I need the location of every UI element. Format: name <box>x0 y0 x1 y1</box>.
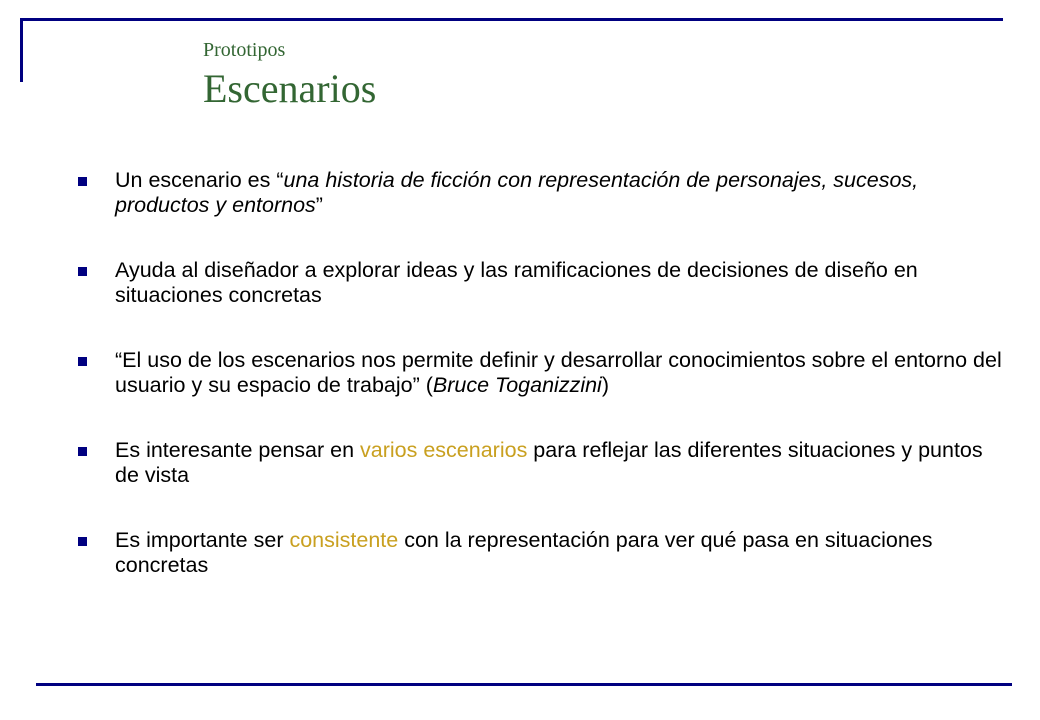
bullet-item-definition <box>76 168 1006 218</box>
square-bullet-icon <box>78 357 87 366</box>
slide-title: Escenarios <box>203 66 377 111</box>
bottom-rule <box>36 683 1012 686</box>
bullet-item-consistent <box>76 528 1006 578</box>
slide-subtitle: Prototipos <box>203 39 286 61</box>
bullet-item-various <box>76 438 1006 488</box>
square-bullet-icon <box>78 267 87 276</box>
bullet-text: para reflejar las diferentes situaciones y puntos de vista <box>115 438 983 487</box>
bullet-text: ( <box>425 373 433 397</box>
quote-author: Bruce Toganizzini <box>432 373 602 397</box>
bullet-text: Es importante ser <box>115 528 290 552</box>
bullet-text: “El uso de los escenarios nos permite definir y desarrollar conocimientos sobre el entorno del usuario y su espacio de trabajo” <box>115 348 1002 397</box>
bullet-text: ” <box>315 193 323 217</box>
bullet-text: Es interesante pensar en <box>115 438 361 462</box>
bullet-text: con la representación para ver qué pasa en situaciones concretas <box>115 528 933 577</box>
bullet-list <box>76 168 1006 578</box>
bullet-item-explore <box>76 258 1006 308</box>
square-bullet-icon <box>78 537 87 546</box>
top-rule <box>20 18 1003 21</box>
bullet-item-quote <box>76 348 1006 398</box>
square-bullet-icon <box>78 177 87 186</box>
bullet-text: Un escenario es “ <box>115 168 284 192</box>
square-bullet-icon <box>78 447 87 456</box>
bullet-text: Ayuda al diseñador a explorar ideas y las ramificaciones de decisiones de diseño en situaciones concretas <box>115 258 918 307</box>
left-rule <box>20 18 23 82</box>
bullet-text: ) <box>601 373 610 397</box>
title-block <box>203 38 376 112</box>
highlight-text: varios escenarios <box>360 438 528 462</box>
highlight-text: consistente <box>289 528 399 552</box>
bullet-italic-text: una historia de ficción con representación de personajes, sucesos, productos y entornos <box>115 168 919 217</box>
